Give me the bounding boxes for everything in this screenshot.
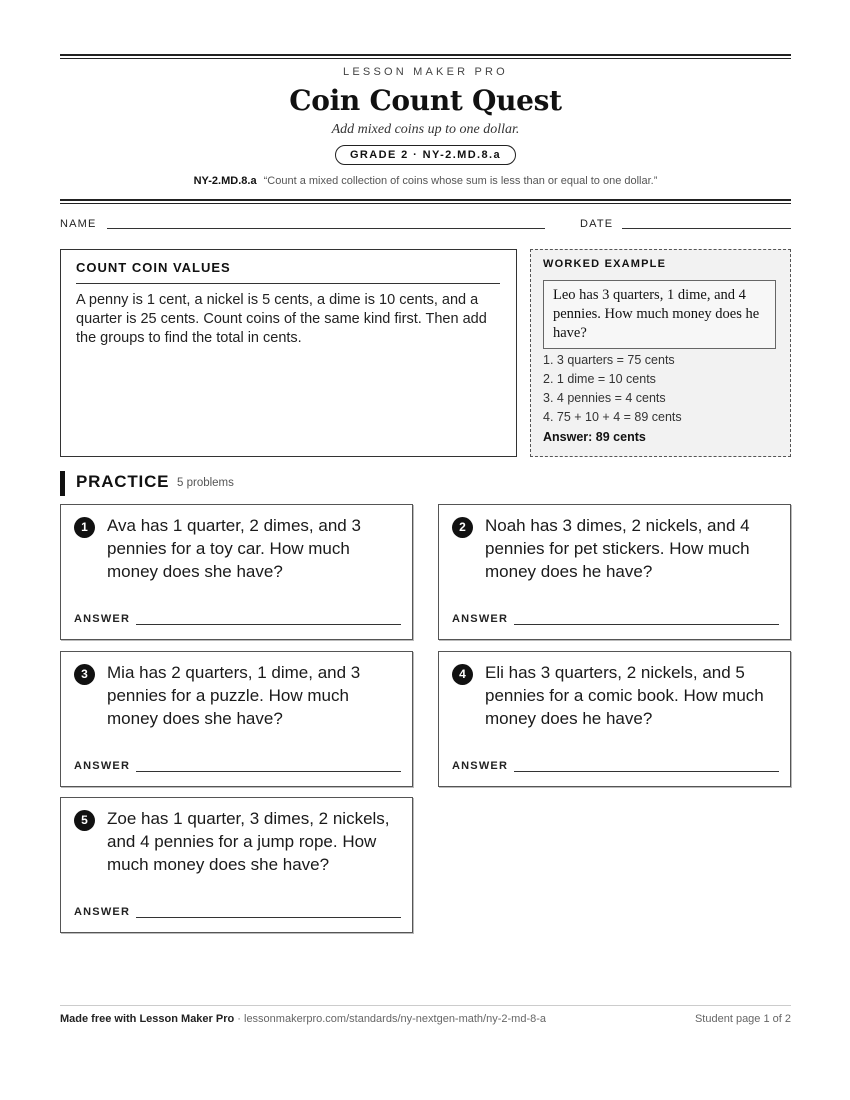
problem-card-4: [438, 651, 791, 787]
problem-number-badge: 1: [74, 517, 95, 538]
problem-number-badge: 3: [74, 664, 95, 685]
concept-body: A penny is 1 cent, a nickel is 5 cents, a dime is 10 cents, and a quarter is 25 cents. Count coins of the same kind first. Then add the groups to find the total in cents.: [76, 292, 487, 346]
problem-number-badge: 5: [74, 810, 95, 831]
standard-line: [60, 175, 791, 187]
answer-line[interactable]: [514, 771, 779, 772]
answer-label: ANSWER: [452, 613, 509, 625]
problem-text: Eli has 3 quarters, 2 nickels, and 5 pennies for a comic book. How much money does he have?: [485, 663, 764, 728]
worked-example-box: [530, 249, 791, 457]
worksheet-page: [60, 0, 791, 1100]
problem-text: Ava has 1 quarter, 2 dimes, and 3 pennies for a toy car. How much money does she have?: [107, 516, 361, 581]
concept-heading: COUNT COIN VALUES: [76, 260, 500, 284]
grade-badge: GRADE 2 · NY-2.MD.8.a: [335, 145, 516, 165]
page-subtitle: Add mixed coins up to one dollar.: [331, 122, 520, 137]
footer-page-number: Student page 1 of 2: [694, 1013, 791, 1025]
footer-rule: [60, 1005, 791, 1006]
problem-number-badge: 4: [452, 664, 473, 685]
worked-example-heading: WORKED EXAMPLE: [543, 258, 667, 270]
standard-code: NY-2.MD.8.a: [193, 175, 257, 187]
practice-title: PRACTICE: [76, 472, 170, 491]
answer-line[interactable]: [514, 624, 779, 625]
worked-example-answer: Answer: 89 cents: [543, 430, 646, 444]
footer-made-with: Made free with Lesson Maker Pro: [60, 1013, 235, 1025]
worked-example-question: Leo has 3 quarters, 1 dime, and 4 pennies. How much money does he have?: [543, 280, 776, 349]
problem-card-2: [438, 504, 791, 640]
answer-label: ANSWER: [74, 760, 131, 772]
grade-badge-wrap: [60, 145, 791, 165]
standard-text: “Count a mixed collection of coins whose sum is less than or equal to one dollar.”: [263, 175, 658, 187]
concept-box: [60, 249, 517, 457]
problem-card-1: [60, 504, 413, 640]
date-label: DATE: [580, 218, 614, 230]
worked-example-step: 1. 3 quarters = 75 cents: [543, 353, 675, 367]
problem-card-5: [60, 797, 413, 933]
problem-text: Noah has 3 dimes, 2 nickels, and 4 pennies for pet stickers. How much money does he have?: [485, 516, 750, 581]
name-field-line[interactable]: [107, 228, 545, 229]
practice-count: 5 problems: [177, 477, 234, 489]
problem-card-3: [60, 651, 413, 787]
header-rule-bottom: [60, 199, 791, 204]
worked-example-step: 4. 75 + 10 + 4 = 89 cents: [543, 410, 682, 424]
answer-label: ANSWER: [452, 760, 509, 772]
answer-label: ANSWER: [74, 613, 131, 625]
worked-example-step: 3. 4 pennies = 4 cents: [543, 391, 666, 405]
worked-example-step: 2. 1 dime = 10 cents: [543, 372, 656, 386]
name-label: NAME: [60, 218, 97, 230]
answer-label: ANSWER: [74, 906, 131, 918]
practice-accent-bar: [60, 471, 65, 496]
problem-text: Zoe has 1 quarter, 3 dimes, 2 nickels, and 4 pennies for a jump rope. How much money does she have?: [107, 809, 390, 874]
answer-line[interactable]: [136, 624, 401, 625]
problem-number-badge: 2: [452, 517, 473, 538]
brand-name: LESSON MAKER PRO: [343, 66, 508, 78]
header-rule-top: [60, 54, 791, 59]
date-field-line[interactable]: [622, 228, 791, 229]
footer-credit: [60, 1013, 546, 1025]
problem-text: Mia has 2 quarters, 1 dime, and 3 pennies for a puzzle. How much money does she have?: [107, 663, 361, 728]
answer-line[interactable]: [136, 917, 401, 918]
footer-url[interactable]: · lessonmakerpro.com/standards/ny-nextgen-math/ny-2-md-8-a: [234, 1013, 547, 1025]
page-title: Coin Count Quest: [289, 84, 562, 117]
answer-line[interactable]: [136, 771, 401, 772]
worked-example-steps: [543, 351, 682, 427]
